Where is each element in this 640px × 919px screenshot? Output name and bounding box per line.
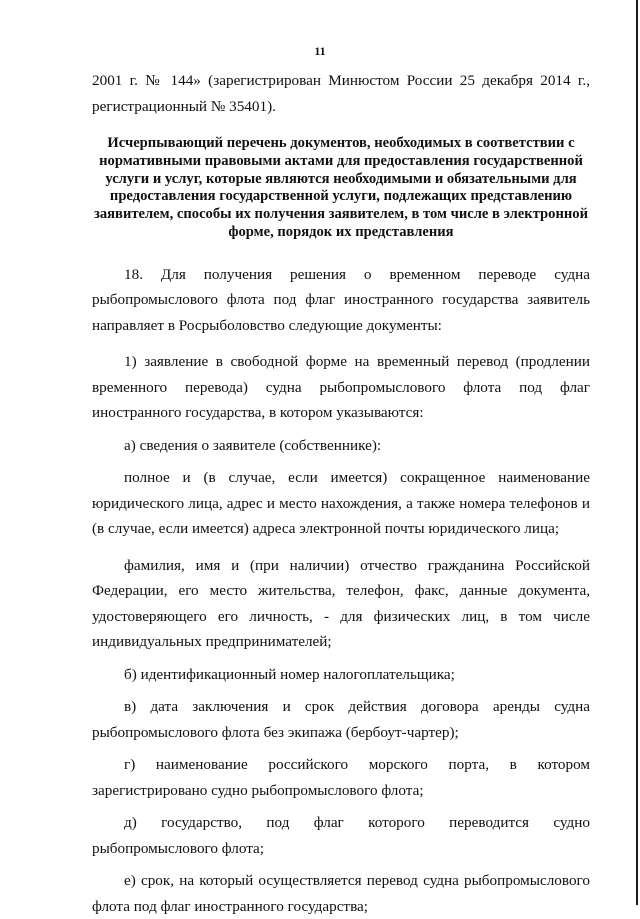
- paragraph-item-b: б) идентификационный номер налогоплательщика;: [124, 665, 455, 683]
- scan-edge-line: [636, 0, 638, 905]
- paragraph-item-1: 1) заявление в свободной форме на временный перевод (продлении временного перевода) судна рыбопромыслового флота под флаг иностранного государства, в котором указываются:: [92, 353, 590, 422]
- page-number: 11: [314, 44, 326, 58]
- paragraph-item-a: а) сведения о заявителе (собственнике):: [124, 436, 382, 454]
- paragraph-legal-entity: полное и (в случае, если имеется) сокращенное наименование юридического лица, адрес и место нахождения, а также номера телефонов и (в случае, если имеется) адреса электронной почты юридического лица;: [92, 469, 590, 538]
- paragraph-18: 18. Для получения решения о временном переводе судна рыбопромыслового флота под флаг иностранного государства заявитель направляет в Росрыболовство следующие документы:: [92, 265, 590, 334]
- paragraph-item-g: г) наименование российского морского порта, в котором зарегистрировано судно рыбопромыслового флота;: [92, 756, 590, 799]
- continuation-text: 2001 г. № 144» (зарегистрирован Минюстом России 25 декабря 2014 г., регистрационный № 35401).: [92, 72, 590, 115]
- section-heading: Исчерпывающий перечень документов, необходимых в соответствии с нормативными правовыми актами для предоставления государственной услуги и услуг, которые являются необходимыми и обязательными для предоставления государственной услуги, подлежащих представлению заявителем, способы их получения заявителем, в том числе в электронной форме, порядок их представления: [94, 135, 588, 240]
- paragraph-item-e: е) срок, на который осуществляется перевод судна рыбопромыслового флота под флаг иностранного государства;: [92, 872, 590, 915]
- paragraph-item-v: в) дата заключения и срок действия договора аренды судна рыбопромыслового флота без экипажа (бербоут-чартер);: [92, 698, 590, 741]
- paragraph-individual: фамилия, имя и (при наличии) отчество гражданина Российской Федерации, его место жительства, телефон, факс, данные документа, удостоверяющего его личность, - для физических лиц, в том числе индивидуальных предпринимателей;: [92, 556, 590, 651]
- paragraph-item-d: д) государство, под флаг которого переводится судно рыбопромыслового флота;: [92, 814, 590, 857]
- document-body: [92, 68, 590, 919]
